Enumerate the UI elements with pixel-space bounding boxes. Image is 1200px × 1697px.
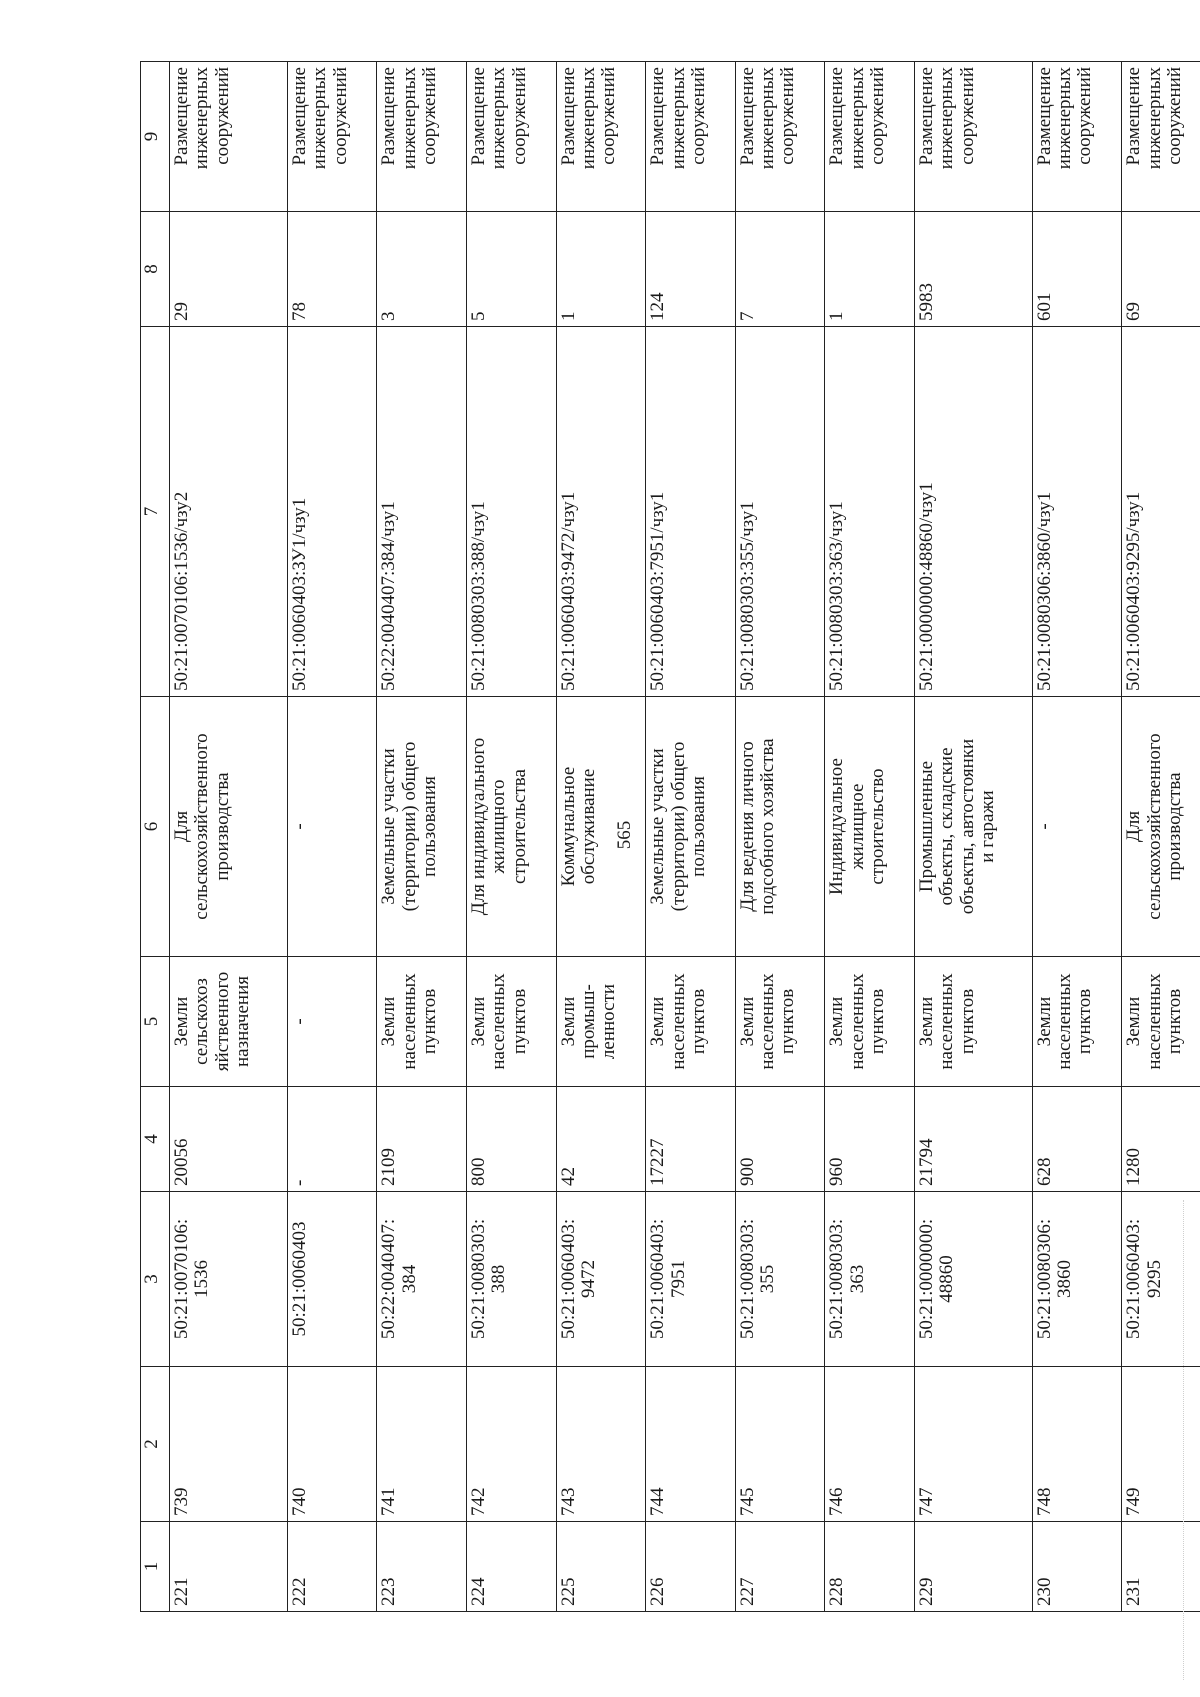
table-cell-c2: 744 xyxy=(646,1367,736,1522)
table-cell-c6: Земельные участки (территории) общего пользования xyxy=(377,697,467,957)
table-cell-c2: 747 xyxy=(914,1367,1032,1522)
table-row xyxy=(1032,62,1122,1612)
table-row xyxy=(646,62,736,1612)
table-cell-c2: 748 xyxy=(1032,1367,1122,1522)
column-header-9: 9 xyxy=(141,62,170,212)
table-cell-c4: 628 xyxy=(1032,1087,1122,1192)
table-row xyxy=(287,62,377,1612)
table-cell-c1: 225 xyxy=(556,1522,646,1612)
table-cell-c3: 50:21:0080303: 363 xyxy=(825,1192,915,1367)
table-cell-c9: Размещение инженерных сооружений xyxy=(735,62,825,212)
table-cell-c4: 960 xyxy=(825,1087,915,1192)
table-cell-c8: 69 xyxy=(1122,212,1200,327)
table-cell-c3: 50:21:0070106: 1536 xyxy=(170,1192,288,1367)
table-row xyxy=(825,62,915,1612)
table-cell-c3: 50:21:0060403: 9472 xyxy=(556,1192,646,1367)
table-cell-c1: 231 xyxy=(1122,1522,1200,1612)
table-cell-c5: Земли населенных пунктов xyxy=(1122,957,1200,1087)
table-cell-c2: 740 xyxy=(287,1367,377,1522)
table-cell-c7: 50:21:0080303:355/чзу1 xyxy=(735,327,825,697)
table-cell-c9: Размещение инженерных сооружений xyxy=(377,62,467,212)
table-cell-c4: 2109 xyxy=(377,1087,467,1192)
table-cell-c2: 739 xyxy=(170,1367,288,1522)
rotated-table-frame xyxy=(140,62,1200,1612)
table-cell-c8: 5 xyxy=(467,212,557,327)
table-cell-c3: 50:21:0080306: 3860 xyxy=(1032,1192,1122,1367)
table-cell-c1: 221 xyxy=(170,1522,288,1612)
table-cell-c6: Коммунальное обслуживание xyxy=(556,697,646,957)
table-cell-c6: Для сельскохозяйственного производства xyxy=(1122,697,1200,957)
table-cell-c5: Земли населенных пунктов xyxy=(377,957,467,1087)
table-cell-c7: 50:21:0000000:48860/чзу1 xyxy=(914,327,1032,697)
table-cell-c8: 7 xyxy=(735,212,825,327)
table-cell-c4: 42 xyxy=(556,1087,646,1192)
table-cell-c9: Размещение инженерных сооружений xyxy=(170,62,288,212)
table-cell-c1: 227 xyxy=(735,1522,825,1612)
table-cell-c7: 50:21:0060403:9472/чзу1 xyxy=(556,327,646,697)
table-cell-c5: Земли населенных пунктов xyxy=(1032,957,1122,1087)
table-row xyxy=(914,62,1032,1612)
table-cell-c8: 5983 xyxy=(914,212,1032,327)
table-cell-c6: - xyxy=(287,697,377,957)
table-cell-c2: 749 xyxy=(1122,1367,1200,1522)
table-cell-c1: 228 xyxy=(825,1522,915,1612)
table-cell-c7: 50:22:0040407:384/чзу1 xyxy=(377,327,467,697)
table-cell-c9: Размещение инженерных сооружений xyxy=(556,62,646,212)
table-cell-c4: 800 xyxy=(467,1087,557,1192)
table-cell-c6: Для ведения личного подсобного хозяйства xyxy=(735,697,825,957)
column-header-8: 8 xyxy=(141,212,170,327)
scan-artifact xyxy=(1183,1200,1194,1680)
table-cell-c6: Промышленные объекты, складские объекты, автостоянки и гаражи xyxy=(914,697,1032,957)
table-cell-c7: 50:21:0060403:ЗУ1/чзу1 xyxy=(287,327,377,697)
table-cell-c7: 50:21:0080303:363/чзу1 xyxy=(825,327,915,697)
table-cell-c5: Земли сельскохоз яйственного назначения xyxy=(170,957,288,1087)
table-row xyxy=(170,62,288,1612)
table-cell-c8: 1 xyxy=(825,212,915,327)
table-cell-c3: 50:21:0060403: 7951 xyxy=(646,1192,736,1367)
table-cell-c5: Земли населенных пунктов xyxy=(825,957,915,1087)
table-cell-c1: 224 xyxy=(467,1522,557,1612)
table-cell-c3: 50:21:0080303: 388 xyxy=(467,1192,557,1367)
table-cell-c5: Земли населенных пунктов xyxy=(735,957,825,1087)
table-cell-c9: Размещение инженерных сооружений xyxy=(1032,62,1122,212)
table-cell-c7: 50:21:0060403:9295/чзу1 xyxy=(1122,327,1200,697)
column-header-4: 4 xyxy=(141,1087,170,1192)
table-row xyxy=(735,62,825,1612)
table-cell-c4: 17227 xyxy=(646,1087,736,1192)
table-cell-c8: 78 xyxy=(287,212,377,327)
column-header-2: 2 xyxy=(141,1367,170,1522)
table-cell-c2: 741 xyxy=(377,1367,467,1522)
table-cell-c5: Земли промыш- ленности xyxy=(556,957,646,1087)
table-body xyxy=(170,62,1200,1612)
table-cell-c9: Размещение инженерных сооружений xyxy=(646,62,736,212)
table-cell-c6: Индивидуальное жилищное строительство xyxy=(825,697,915,957)
table-cell-c2: 743 xyxy=(556,1367,646,1522)
table-row xyxy=(377,62,467,1612)
table-cell-c3: 50:21:0060403 xyxy=(287,1192,377,1367)
table-cell-c9: Размещение инженерных сооружений xyxy=(825,62,915,212)
column-header-3: 3 xyxy=(141,1192,170,1367)
table-cell-c1: 222 xyxy=(287,1522,377,1612)
page-number: 565 xyxy=(614,820,635,850)
table-cell-c7: 50:21:0080303:388/чзу1 xyxy=(467,327,557,697)
table-cell-c1: 230 xyxy=(1032,1522,1122,1612)
table-row xyxy=(556,62,646,1612)
table-cell-c6: Для индивидуального жилищного строительства xyxy=(467,697,557,957)
table-cell-c4: 1280 xyxy=(1122,1087,1200,1192)
land-register-table xyxy=(140,61,1200,1612)
table-cell-c9: Размещение инженерных сооружений xyxy=(914,62,1032,212)
table-cell-c3: 50:21:0000000: 48860 xyxy=(914,1192,1032,1367)
table-cell-c6: - xyxy=(1032,697,1122,957)
table-cell-c5: Земли населенных пунктов xyxy=(914,957,1032,1087)
table-cell-c3: 50:21:0080303: 355 xyxy=(735,1192,825,1367)
table-cell-c7: 50:21:0080306:3860/чзу1 xyxy=(1032,327,1122,697)
table-cell-c2: 742 xyxy=(467,1367,557,1522)
table-cell-c5: Земли населенных пунктов xyxy=(467,957,557,1087)
table-cell-c2: 745 xyxy=(735,1367,825,1522)
table-cell-c4: 900 xyxy=(735,1087,825,1192)
table-cell-c8: 601 xyxy=(1032,212,1122,327)
table-cell-c6: Для сельскохозяйственного производства xyxy=(170,697,288,957)
table-cell-c8: 124 xyxy=(646,212,736,327)
table-cell-c8: 3 xyxy=(377,212,467,327)
table-cell-c1: 226 xyxy=(646,1522,736,1612)
table-cell-c4: - xyxy=(287,1087,377,1192)
table-cell-c1: 223 xyxy=(377,1522,467,1612)
table-cell-c7: 50:21:0070106:1536/чзу2 xyxy=(170,327,288,697)
table-cell-c4: 21794 xyxy=(914,1087,1032,1192)
table-cell-c9: Размещение инженерных сооружений xyxy=(287,62,377,212)
table-cell-c8: 1 xyxy=(556,212,646,327)
table-cell-c4: 20056 xyxy=(170,1087,288,1192)
table-cell-c7: 50:21:0060403:7951/чзу1 xyxy=(646,327,736,697)
table-cell-c5: - xyxy=(287,957,377,1087)
header-row xyxy=(141,62,170,1612)
table-cell-c9: Размещение инженерных сооружений xyxy=(467,62,557,212)
table-cell-c2: 746 xyxy=(825,1367,915,1522)
column-header-7: 7 xyxy=(141,327,170,697)
table-cell-c9: Размещение инженерных сооружений xyxy=(1122,62,1200,212)
table-cell-c5: Земли населенных пунктов xyxy=(646,957,736,1087)
column-header-1: 1 xyxy=(141,1522,170,1612)
table-cell-c8: 29 xyxy=(170,212,288,327)
table-cell-c3: 50:21:0060403: 9295 xyxy=(1122,1192,1200,1367)
table-cell-c6: Земельные участки (территории) общего пользования xyxy=(646,697,736,957)
table-row xyxy=(467,62,557,1612)
table-cell-c1: 229 xyxy=(914,1522,1032,1612)
column-header-6: 6 xyxy=(141,697,170,957)
column-header-5: 5 xyxy=(141,957,170,1087)
table-cell-c3: 50:22:0040407: 384 xyxy=(377,1192,467,1367)
